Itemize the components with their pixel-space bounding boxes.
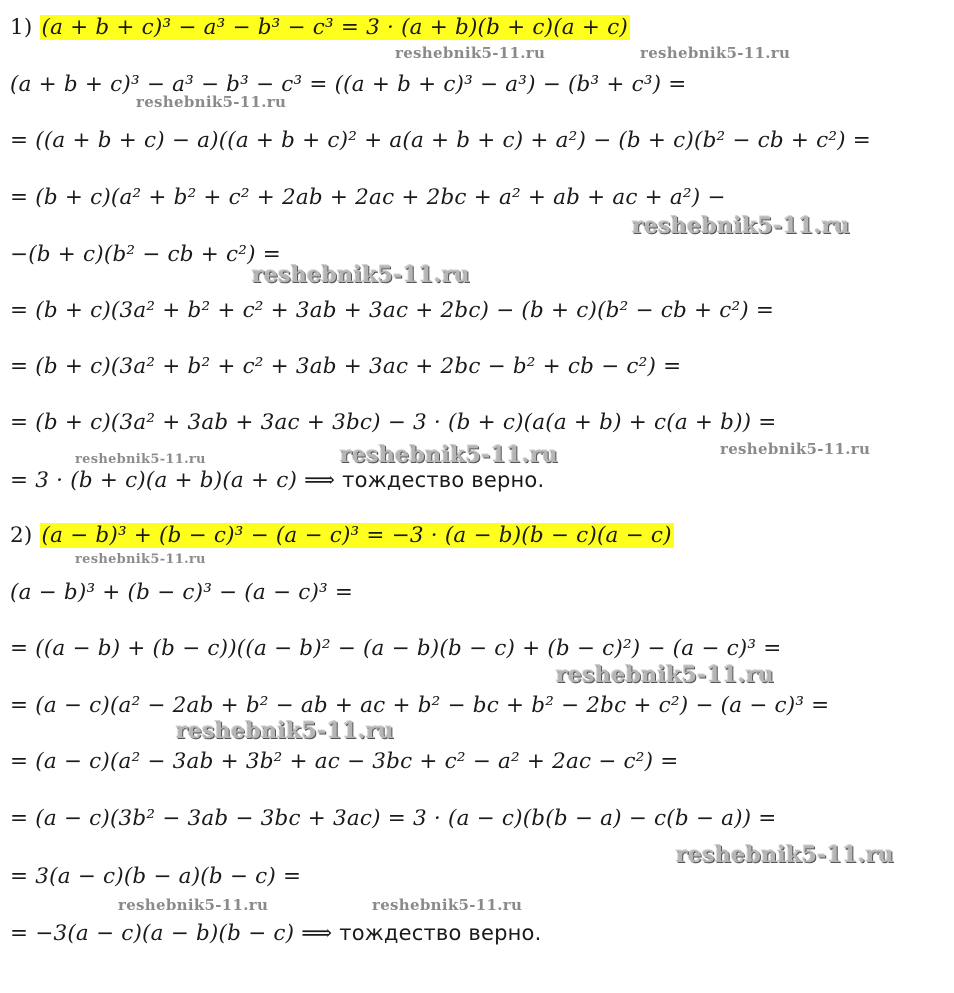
step-2-6: = 3(a − c)(b − a)(b − c) = <box>10 864 302 889</box>
watermark: reshebnik5-11.ru <box>372 896 523 914</box>
problem-1-header <box>10 13 630 43</box>
watermark: reshebnik5-11.ru <box>176 718 395 744</box>
step-2-2: = ((a − b) + (b − c))((a − b)² − (a − b)(b − c) + (b − c)²) − (a − c)³ = <box>10 636 782 661</box>
step-2-3: = (a − c)(a² − 2ab + b² − ab + ac + b² − bc + b² − 2bc + c²) − (a − c)³ = <box>10 693 830 718</box>
problem-2-header <box>10 521 674 551</box>
step-2-4: = (a − c)(a² − 3ab + 3b² + ac − 3bc + c² − a² + 2ac − c²) = <box>10 749 679 774</box>
step-2-5: = (a − c)(3b² − 3ab − 3bc + 3ac) = 3 · (a − c)(b(b − a) − c(b − a)) = <box>10 806 777 831</box>
watermark: reshebnik5-11.ru <box>720 440 871 458</box>
watermark: reshebnik5-11.ru <box>340 442 559 468</box>
watermark: reshebnik5-11.ru <box>252 262 471 288</box>
step-2-7-math: = −3(a − c)(a − b)(b − c) ⟹ <box>10 921 333 946</box>
step-1-7: = (b + c)(3a² + 3ab + 3ac + 3bc) − 3 · (b + c)(a(a + b) + c(a + b)) = <box>10 410 777 435</box>
problem-2-number: 2) <box>10 523 33 548</box>
step-1-8 <box>10 465 544 496</box>
watermark: reshebnik5-11.ru <box>676 842 895 868</box>
problem-2-statement: (a − b)³ + (b − c)³ − (a − c)³ = −3 · (a − b)(b − c)(a − c) <box>41 523 672 548</box>
problem-1-number: 1) <box>10 15 33 40</box>
watermark: reshebnik5-11.ru <box>118 896 269 914</box>
watermark: reshebnik5-11.ru <box>640 44 791 62</box>
step-1-8-math: = 3 · (b + c)(a + b)(a + c) ⟹ <box>10 468 336 493</box>
step-1-4: −(b + c)(b² − cb + c²) = <box>10 242 281 267</box>
step-1-5: = (b + c)(3a² + b² + c² + 3ab + 3ac + 2bc) − (b + c)(b² − cb + c²) = <box>10 298 775 323</box>
conclusion-2: тождество верно. <box>339 921 542 945</box>
watermark: reshebnik5-11.ru <box>556 662 775 688</box>
conclusion-1: тождество верно. <box>342 468 545 492</box>
watermark: reshebnik5-11.ru <box>75 552 206 567</box>
step-2-1: (a − b)³ + (b − c)³ − (a − c)³ = <box>10 580 354 605</box>
watermark: reshebnik5-11.ru <box>136 93 287 111</box>
problem-1-statement: (a + b + c)³ − a³ − b³ − c³ = 3 · (a + b)(b + c)(a + c) <box>41 15 628 40</box>
watermark: reshebnik5-11.ru <box>395 44 546 62</box>
step-2-7 <box>10 918 541 949</box>
step-1-1: (a + b + c)³ − a³ − b³ − c³ = ((a + b + c)³ − a³) − (b³ + c³) = <box>10 72 687 97</box>
step-1-2: = ((a + b + c) − a)((a + b + c)² + a(a + b + c) + a²) − (b + c)(b² − cb + c²) = <box>10 128 872 153</box>
watermark: reshebnik5-11.ru <box>75 452 206 467</box>
watermark: reshebnik5-11.ru <box>632 213 851 239</box>
step-1-6: = (b + c)(3a² + b² + c² + 3ab + 3ac + 2bc − b² + cb − c²) = <box>10 354 682 379</box>
step-1-3: = (b + c)(a² + b² + c² + 2ab + 2ac + 2bc + a² + ab + ac + a²) − <box>10 185 726 210</box>
